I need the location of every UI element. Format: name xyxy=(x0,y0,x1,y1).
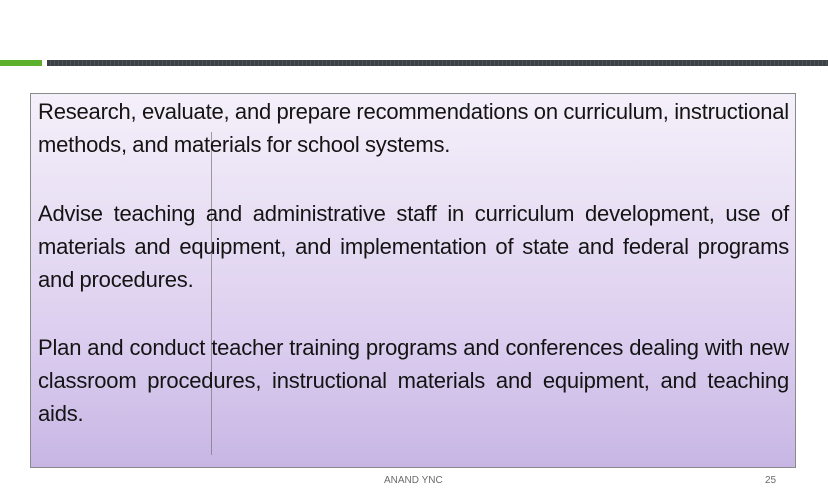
page-number: 25 xyxy=(765,475,777,486)
paragraph-advise: Advise teaching and administrative staff in curriculum development, use of materials and equipment, and implementation of state and federal programs and procedures. xyxy=(38,201,789,292)
paragraph-research: Research, evaluate, and prepare recommendations on curriculum, instructional methods, and materials for school systems. xyxy=(38,99,789,157)
header-title-bar xyxy=(47,60,828,66)
footer-author: ANAND YNC xyxy=(384,475,443,486)
paragraph-plan: Plan and conduct teacher training programs and conferences dealing with new classroom procedures, instructional materials and equipment, and teaching aids. xyxy=(38,335,789,426)
header-accent-bar xyxy=(0,60,42,66)
